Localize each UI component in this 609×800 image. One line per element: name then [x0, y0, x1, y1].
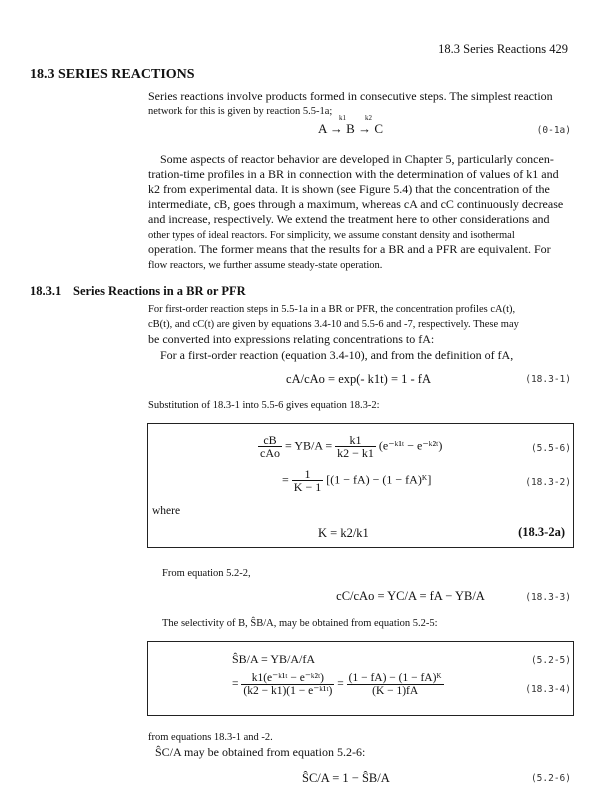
- intro-line-2: network for this is given by reaction 5.5-1a;: [148, 106, 333, 117]
- para3-line-1: For first-order reaction steps in 5.5-1a in a BR or PFR, the concentration profiles cA(t),: [148, 304, 516, 315]
- subsection-title: Series Reactions in a BR or PFR: [73, 284, 246, 298]
- eq-18-3-2-frac: $\frac{1}{K - 1}$: [293, 467, 322, 494]
- eq-5-5-6-mid: = YB/A =: [285, 438, 333, 453]
- eq-18-3-2-rhs: [(1 − fA) − (1 − fA)ᴷ]: [326, 472, 432, 487]
- eq-5-5-6-frac: $\frac{k1}{k2 - k1}$: [337, 433, 374, 460]
- eq-5-5-6-lhs: $\frac{cB}{\text{cAo}}$: [260, 433, 280, 460]
- eq-5-5-6-number: (5.5-6): [530, 443, 571, 454]
- rate-label-k2: k2: [365, 114, 372, 122]
- equation-18-3-1: cA/cAo = exp(- k1t) = 1 - fA: [286, 372, 431, 386]
- para2-line-2: tration-time profiles in a BR in connection with the determination of values of k1 and: [148, 167, 559, 181]
- eq-18-3-4-frac-2: $\frac{\text{(1 − fA) − (1 − fA)ᴷ}}{(K - 1)fA}$: [348, 672, 442, 697]
- intro-line-1: Series reactions involve products formed in consecutive steps. The simplest reaction: [148, 89, 553, 103]
- equation-18-3-3-number: (18.3-3): [525, 592, 571, 603]
- para3-line-4: For a first-order reaction (equation 3.4-10), and from the definition of fA,: [160, 348, 514, 362]
- reaction-text: A → B → C: [318, 121, 384, 136]
- para3-line-2: cB(t), and cC(t) are given by equations 3.4-10 and 5.5-6 and -7, respectively. These may: [148, 319, 519, 330]
- para2-line-4: intermediate, cB, goes through a maximum, whereas cA and cC continuously decrease: [148, 197, 564, 211]
- eq-18-3-4-frac-1: $\frac{\text{k1(e⁻ᵏ¹ᵗ − e⁻ᵏ²ᵗ)}}{\text{(k2 − k1)(1 − e⁻ᵏ¹ᵗ)}}$: [243, 672, 333, 697]
- running-header: 18.3 Series Reactions 429: [438, 42, 568, 56]
- subsection-number: 18.3.1: [30, 284, 62, 298]
- eq-5-5-6: [258, 434, 442, 459]
- where-label: where: [152, 505, 181, 517]
- eq-18-3-4-number: (18.3-4): [525, 684, 571, 695]
- eq-18-3-2a: K = k2/k1: [318, 526, 369, 540]
- para2-line-3: k2 from experimental data. It is shown (see Figure 5.4) that the concentration of the: [148, 182, 550, 196]
- para2-line-5: and increase, respectively. We extend the treatment here to other considerations and: [148, 212, 550, 226]
- equation-18-3-3: cC/cAo = YC/A = fA − YB/A: [336, 589, 485, 603]
- para3-line-3: be converted into expressions relating concentrations to fA:: [148, 332, 435, 346]
- eq-5-2-6-number: (5.2-6): [530, 773, 571, 784]
- rate-label-k1: k1: [339, 114, 346, 122]
- from-eq-5-2-2: From equation 5.2-2,: [162, 568, 251, 579]
- eq-18-3-4: = $\frac{\text{k1(e⁻ᵏ¹ᵗ − e⁻ᵏ²ᵗ)}}{\text{(k2 − k1)(1 − e⁻ᵏ¹ᵗ)}}$ = $\frac{\text{(1 − fA) − (1 − fA)ᴷ}}{(K - 1)fA}$: [232, 672, 442, 697]
- reaction-number: (0-1a): [536, 125, 571, 136]
- eq-18-3-2: = $\frac{1}{K - 1}$ [(1 − fA) − (1 − fA)ᴷ]: [282, 467, 432, 494]
- eq-18-3-2a-number: (18.3-2a): [518, 525, 565, 539]
- substitution-text: Substitution of 18.3-1 into 5.5-6 gives equation 18.3-2:: [148, 400, 380, 411]
- section-title: 18.3 SERIES REACTIONS: [30, 67, 195, 82]
- eq-5-2-5-number: (5.2-5): [530, 655, 571, 666]
- eq-18-3-2-number: (18.3-2): [525, 477, 571, 488]
- para2-line-6: other types of ideal reactors. For simplicity, we assume constant density and isothermal: [148, 230, 515, 241]
- selectivity-text: The selectivity of B, ŜB/A, may be obtained from equation 5.2-5:: [162, 618, 438, 629]
- para2-line-7: operation. The former means that the results for a BR and a PFR are equivalent. For: [148, 242, 551, 256]
- equation-18-3-1-number: (18.3-1): [525, 374, 571, 385]
- sc-selectivity-text: ŜC/A may be obtained from equation 5.2-6:: [155, 745, 366, 759]
- para2-line-1: Some aspects of reactor behavior are developed in Chapter 5, particularly concen-: [160, 152, 554, 166]
- para2-line-8: flow reactors, we further assume steady-state operation.: [148, 260, 383, 271]
- reaction-scheme: [318, 121, 383, 137]
- eq-5-5-6-rhs: (e⁻ᵏ¹ᵗ − e⁻ᵏ²ᵗ): [378, 438, 443, 453]
- eq-5-2-5: ŜB/A = YB/A/fA: [232, 652, 316, 666]
- from-equations-text: from equations 18.3-1 and -2.: [148, 732, 273, 743]
- eq-5-2-6: ŜC/A = 1 − ŜB/A: [302, 771, 390, 785]
